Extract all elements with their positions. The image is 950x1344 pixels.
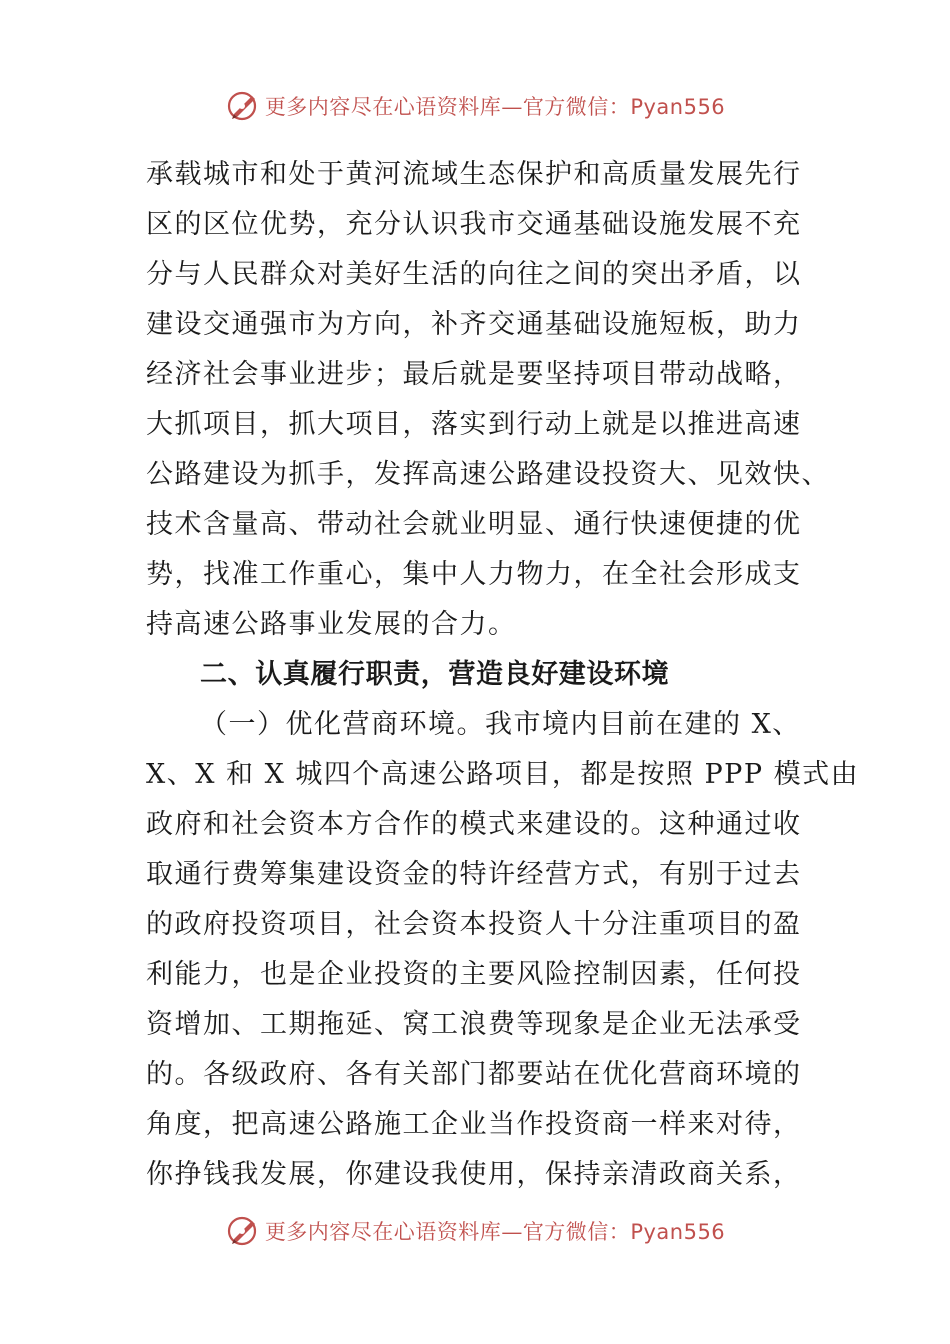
text-line: 技术含量高、带动社会就业明显、通行快速便捷的优 bbox=[146, 509, 802, 540]
text-line: 政府和社会资本方合作的模式来建设的。这种通过收 bbox=[146, 809, 802, 840]
text-line: 经济社会事业进步；最后就是要坚持项目带动战略， bbox=[146, 359, 802, 390]
text-line: 建设交通强市为方向，补齐交通基础设施短板，助力 bbox=[146, 309, 802, 340]
text-line: 你挣钱我发展，你建设我使用，保持亲清政商关系， bbox=[146, 1159, 802, 1190]
text-line: 角度，把高速公路施工企业当作投资商一样来对待， bbox=[146, 1109, 802, 1140]
subsection-first-line: （一）优化营商环境。我市境内目前在建的 X、 bbox=[200, 709, 801, 740]
pen-logo-icon bbox=[225, 1213, 261, 1249]
text-line: 公路建设为抓手，发挥高速公路建设投资大、见效快、 bbox=[146, 459, 830, 490]
section-heading: 二、认真履行职责，营造良好建设环境 bbox=[200, 659, 670, 690]
watermark-text: 更多内容尽在心语资料库—官方微信：Pyan556 bbox=[264, 95, 726, 119]
text-line: 大抓项目，抓大项目，落实到行动上就是以推进高速 bbox=[146, 409, 802, 440]
text-line: 分与人民群众对美好生活的向往之间的突出矛盾，以 bbox=[146, 259, 802, 290]
text-line: 利能力，也是企业投资的主要风险控制因素，任何投 bbox=[146, 959, 802, 990]
text-line: 资增加、工期拖延、窝工浪费等现象是企业无法承受 bbox=[146, 1009, 802, 1040]
text-line: 区的区位优势，充分认识我市交通基础设施发展不充 bbox=[146, 209, 802, 240]
text-line: X、X 和 X 城四个高速公路项目，都是按照 PPP 模式由 bbox=[146, 759, 860, 790]
watermark-footer bbox=[0, 1211, 950, 1251]
text-line: 取通行费筹集建设资金的特许经营方式，有别于过去 bbox=[146, 859, 802, 890]
text-line: 的政府投资项目，社会资本投资人十分注重项目的盈 bbox=[146, 909, 802, 940]
watermark-text: 更多内容尽在心语资料库—官方微信：Pyan556 bbox=[264, 1220, 726, 1244]
text-line: 持高速公路事业发展的合力。 bbox=[146, 609, 517, 640]
text-line: 的。各级政府、各有关部门都要站在优化营商环境的 bbox=[146, 1059, 802, 1090]
pen-logo-icon bbox=[225, 88, 261, 124]
text-line: 承载城市和处于黄河流域生态保护和高质量发展先行 bbox=[146, 159, 802, 190]
document-body bbox=[146, 150, 860, 1200]
watermark-header bbox=[0, 86, 950, 126]
text-line: 势，找准工作重心，集中人力物力，在全社会形成支 bbox=[146, 559, 802, 590]
